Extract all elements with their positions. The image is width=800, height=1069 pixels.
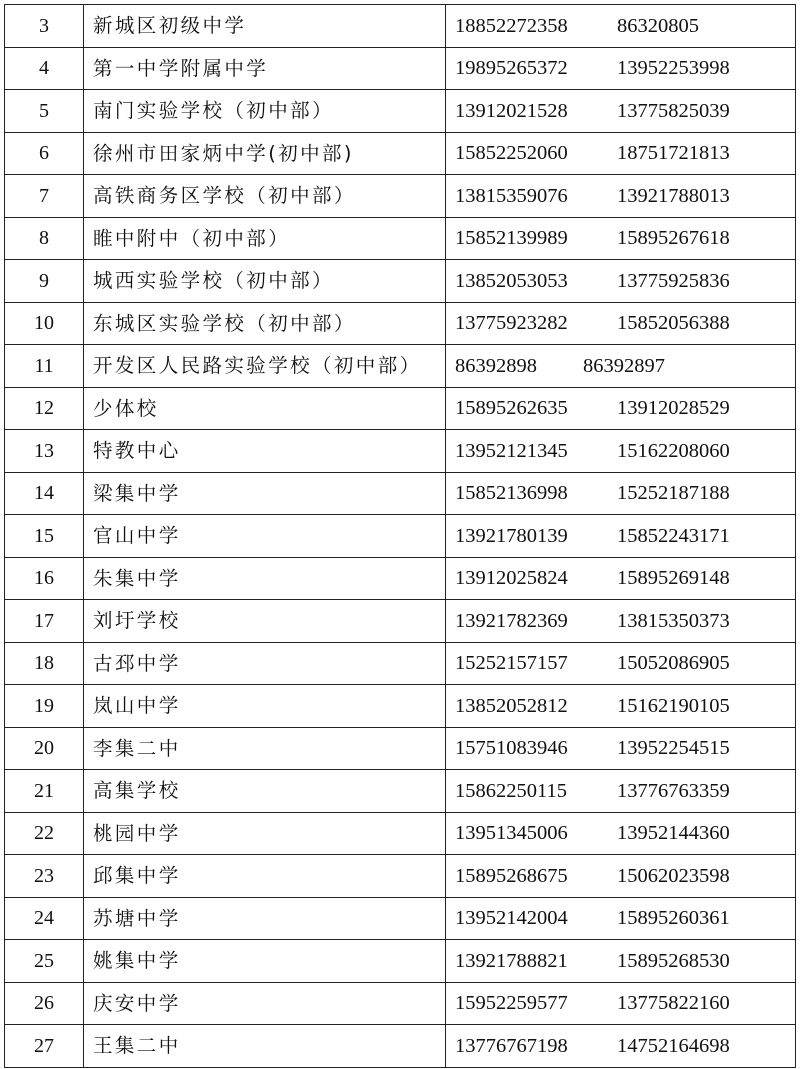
primary-phone: 13776767198: [455, 1034, 568, 1057]
row-number-cell: 12: [5, 387, 84, 430]
school-name-cell: 朱集中学: [84, 557, 446, 600]
phone-cell: [446, 260, 796, 303]
table-body: [5, 5, 796, 1068]
primary-phone: 13815359076: [455, 184, 568, 207]
school-name-cell: 官山中学: [84, 515, 446, 558]
school-name-cell: 岚山中学: [84, 685, 446, 728]
secondary-phone: 13912028529: [617, 397, 730, 419]
school-name-cell: 梁集中学: [84, 472, 446, 515]
secondary-phone: 15895268530: [617, 949, 730, 972]
secondary-phone: 15895269148: [617, 567, 730, 589]
secondary-phone: 13952253998: [617, 57, 730, 79]
phone-cell: [446, 5, 796, 48]
table-row: [5, 260, 796, 303]
primary-phone: 15852136998: [455, 482, 568, 504]
school-name-cell: 古邳中学: [84, 642, 446, 685]
secondary-phone: 86320805: [617, 14, 699, 37]
secondary-phone: 18751721813: [617, 142, 730, 164]
school-name-cell: 新城区初级中学: [84, 5, 446, 48]
row-number-cell: 10: [5, 302, 84, 345]
primary-phone: 15852252060: [455, 142, 568, 164]
secondary-phone: 15852056388: [617, 312, 730, 334]
table-row: [5, 47, 796, 90]
secondary-phone: 86392897: [583, 354, 665, 377]
table-row: [5, 855, 796, 898]
phone-cell: [446, 515, 796, 558]
primary-phone: 13852052812: [455, 694, 568, 717]
row-number-cell: 20: [5, 727, 84, 770]
primary-phone: 13912025824: [455, 567, 568, 589]
primary-phone: 13921780139: [455, 524, 568, 547]
school-name-cell: 特教中心: [84, 430, 446, 473]
secondary-phone: 13815350373: [617, 609, 730, 632]
phone-cell: [446, 217, 796, 260]
table-row: [5, 345, 796, 388]
secondary-phone: 13776763359: [617, 779, 730, 802]
primary-phone: 15751083946: [455, 737, 568, 759]
school-name-cell: 南门实验学校（初中部）: [84, 90, 446, 133]
row-number-cell: 26: [5, 982, 84, 1025]
secondary-phone: 13952254515: [617, 737, 730, 759]
phone-cell: [446, 175, 796, 218]
school-name-cell: 高集学校: [84, 770, 446, 813]
row-number-cell: 11: [5, 345, 84, 388]
row-number-cell: 24: [5, 897, 84, 940]
table-row: [5, 175, 796, 218]
row-number-cell: 23: [5, 855, 84, 898]
secondary-phone: 15895267618: [617, 227, 730, 249]
secondary-phone: 15852243171: [617, 524, 730, 547]
phone-cell: [446, 770, 796, 813]
table-row: [5, 302, 796, 345]
table-row: [5, 600, 796, 643]
secondary-phone: 13775822160: [617, 992, 730, 1014]
primary-phone: 13852053053: [455, 269, 568, 292]
row-number-cell: 16: [5, 557, 84, 600]
phone-cell: [446, 812, 796, 855]
row-number-cell: 8: [5, 217, 84, 260]
table-row: [5, 812, 796, 855]
secondary-phone: 15062023598: [617, 864, 730, 887]
secondary-phone: 13952144360: [617, 822, 730, 844]
row-number-cell: 7: [5, 175, 84, 218]
table-row: [5, 472, 796, 515]
school-name-cell: 少体校: [84, 387, 446, 430]
phone-cell: [446, 387, 796, 430]
primary-phone: 13775923282: [455, 312, 568, 334]
primary-phone: 13921788821: [455, 949, 568, 972]
table-row: [5, 770, 796, 813]
secondary-phone: 15052086905: [617, 652, 730, 674]
primary-phone: 15952259577: [455, 992, 568, 1014]
secondary-phone: 13775925836: [617, 269, 730, 292]
table-row: [5, 940, 796, 983]
school-name-cell: 庆安中学: [84, 982, 446, 1025]
phone-cell: [446, 472, 796, 515]
row-number-cell: 15: [5, 515, 84, 558]
school-name-cell: 王集二中: [84, 1025, 446, 1068]
primary-phone: 13921782369: [455, 609, 568, 632]
school-name-cell: 苏塘中学: [84, 897, 446, 940]
primary-phone: 18852272358: [455, 14, 568, 37]
primary-phone: 15895268675: [455, 864, 568, 887]
phone-cell: [446, 982, 796, 1025]
phone-cell: [446, 302, 796, 345]
school-name-cell: 邱集中学: [84, 855, 446, 898]
secondary-phone: 13921788013: [617, 184, 730, 207]
table-row: [5, 132, 796, 175]
primary-phone: 15252157157: [455, 652, 568, 674]
table-row: [5, 982, 796, 1025]
school-name-cell: 徐州市田家炳中学(初中部): [84, 132, 446, 175]
primary-phone: 15895262635: [455, 397, 568, 419]
primary-phone: 13951345006: [455, 822, 568, 844]
phone-cell: [446, 430, 796, 473]
table-row: [5, 685, 796, 728]
school-name-cell: 东城区实验学校（初中部）: [84, 302, 446, 345]
row-number-cell: 6: [5, 132, 84, 175]
school-name-cell: 第一中学附属中学: [84, 47, 446, 90]
phone-cell: [446, 1025, 796, 1068]
secondary-phone: 14752164698: [617, 1034, 730, 1057]
row-number-cell: 3: [5, 5, 84, 48]
primary-phone: 15852139989: [455, 227, 568, 249]
primary-phone: 13952142004: [455, 907, 568, 929]
phone-cell: [446, 940, 796, 983]
primary-phone: 86392898: [455, 354, 537, 377]
school-name-cell: 开发区人民路实验学校（初中部）: [84, 345, 446, 388]
phone-cell: [446, 685, 796, 728]
table-row: [5, 515, 796, 558]
row-number-cell: 21: [5, 770, 84, 813]
phone-cell: [446, 132, 796, 175]
secondary-phone: 15252187188: [617, 482, 730, 504]
table-row: [5, 727, 796, 770]
table-row: [5, 387, 796, 430]
row-number-cell: 18: [5, 642, 84, 685]
phone-cell: [446, 855, 796, 898]
row-number-cell: 5: [5, 90, 84, 133]
table-row: [5, 642, 796, 685]
row-number-cell: 25: [5, 940, 84, 983]
secondary-phone: 15162208060: [617, 439, 730, 462]
table-row: [5, 557, 796, 600]
table-row: [5, 90, 796, 133]
school-name-cell: 姚集中学: [84, 940, 446, 983]
school-name-cell: 高铁商务区学校（初中部）: [84, 175, 446, 218]
table-row: [5, 5, 796, 48]
row-number-cell: 4: [5, 47, 84, 90]
school-name-cell: 桃园中学: [84, 812, 446, 855]
phone-cell: [446, 557, 796, 600]
phone-cell: [446, 90, 796, 133]
table-row: [5, 897, 796, 940]
row-number-cell: 9: [5, 260, 84, 303]
primary-phone: 13952121345: [455, 439, 568, 462]
school-name-cell: 睢中附中（初中部）: [84, 217, 446, 260]
school-name-cell: 刘圩学校: [84, 600, 446, 643]
phone-cell: [446, 727, 796, 770]
row-number-cell: 19: [5, 685, 84, 728]
phone-cell: [446, 345, 796, 388]
phone-cell: [446, 897, 796, 940]
school-contact-table: [4, 4, 796, 1068]
row-number-cell: 17: [5, 600, 84, 643]
school-name-cell: 城西实验学校（初中部）: [84, 260, 446, 303]
primary-phone: 15862250115: [455, 779, 567, 802]
secondary-phone: 15895260361: [617, 907, 730, 929]
table-row: [5, 430, 796, 473]
phone-cell: [446, 600, 796, 643]
table-row: [5, 1025, 796, 1068]
secondary-phone: 15162190105: [617, 694, 730, 717]
primary-phone: 19895265372: [455, 57, 568, 79]
table-row: [5, 217, 796, 260]
row-number-cell: 22: [5, 812, 84, 855]
phone-cell: [446, 47, 796, 90]
phone-cell: [446, 642, 796, 685]
row-number-cell: 14: [5, 472, 84, 515]
secondary-phone: 13775825039: [617, 99, 730, 122]
school-name-cell: 李集二中: [84, 727, 446, 770]
primary-phone: 13912021528: [455, 99, 568, 122]
row-number-cell: 13: [5, 430, 84, 473]
row-number-cell: 27: [5, 1025, 84, 1068]
